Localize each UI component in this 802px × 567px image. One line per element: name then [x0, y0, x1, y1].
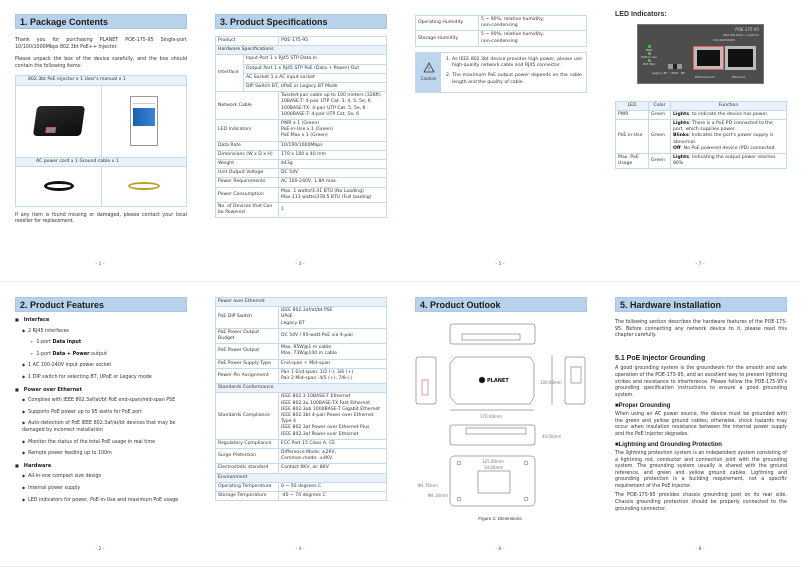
- page-number: - 4 -: [295, 547, 305, 552]
- feature-subitem: [15, 339, 187, 347]
- spec-value-line: Legacy BT: [281, 320, 305, 326]
- spec-label: Data Rate: [216, 141, 279, 150]
- feature-item: ◆ Internal power supply: [15, 485, 187, 493]
- led-poe-label: PoE-in-Use: [641, 54, 657, 59]
- spec-value: DIP Switch BT, UPoE or Legacy BT Mode: [244, 83, 387, 92]
- function-line: [673, 121, 784, 133]
- proper-grounding-text: When using an AC power source, the device must be grounded with the green and yellow ground cables; otherwise, shock hazards may occur when insulation resistance between the internal power supply and the PoE Injector degrades.: [615, 411, 787, 437]
- dip-bt: BT: [681, 70, 686, 75]
- page-2: [0, 285, 200, 567]
- chassis-text: The POE-175-95 provides chassis grounding post on its rear side. Chassis grounding protection should be properly connected to the grounding connector.: [615, 493, 787, 512]
- spec-row: [216, 464, 387, 473]
- dim-mount-wide: 125.00mm: [482, 459, 504, 464]
- spec-row: [216, 307, 387, 329]
- feature-item: ◆ 2 RJ45 interfaces: [15, 328, 187, 336]
- spec-label: Electrostatic standard: [216, 464, 279, 473]
- spec-value-line: 170 x 100 x 40 mm: [281, 151, 327, 157]
- feature-group-heading: ■ Hardware: [15, 463, 187, 470]
- spec-value: [279, 141, 387, 150]
- subitem-prefix: 1-port: [36, 351, 53, 357]
- subsection-heading: ■ Proper Grounding: [615, 403, 787, 410]
- led-table: [615, 101, 787, 170]
- section-row: [216, 384, 387, 393]
- spec-label: Dimensions (W x D x H): [216, 150, 279, 159]
- port-ethernet[interactable]: [725, 46, 756, 70]
- col-header: Function: [671, 101, 787, 110]
- function-desc: : to indicate the device has power.: [689, 111, 769, 117]
- unpack-text: Please unpack the box of the device carefully, and the box should contain the following items:: [15, 57, 187, 69]
- spec-value-line: IEEE 802.3u 100BASE-TX Fast Ethernet: [281, 400, 371, 406]
- section-title: 2. Product Features: [15, 297, 187, 312]
- intro-text: The following section describes the hardware features of the POE-175-95. Before connecting any network device to it, please read this chapter carefully.: [615, 320, 787, 339]
- spec-value: [279, 439, 387, 448]
- page-number: - 5 -: [495, 262, 505, 267]
- subsection-heading: 5.1 PoE Injector Grounding: [615, 354, 706, 362]
- feature-subitem: [15, 351, 187, 359]
- caution-label: Caution: [420, 76, 437, 82]
- spec-label: PoE Power Output Budget: [216, 328, 279, 343]
- function-state: Off: [673, 145, 681, 151]
- spec-value: [279, 464, 387, 473]
- grounding-text: A good grounding system is the groundwork for the smooth and safe operation of the POE-175-95, and an excellent way to prevent lightning strikes and resistance to interference. Please follow the POE-175-95's grounding specification instructions to ensure a good grounding system.: [615, 366, 787, 398]
- spec-value: [279, 492, 387, 501]
- spec-value-line: IEEE 802.3af/at/bt PSE: [281, 308, 333, 314]
- page-number: - 8 -: [695, 547, 705, 552]
- section-header: Standards Conformance: [216, 384, 387, 393]
- section-row: [216, 473, 387, 482]
- spec-row: [216, 150, 387, 159]
- spec-label: Power Requirements: [216, 178, 279, 187]
- dim-mount-narrow: 34.00mm: [484, 465, 504, 470]
- spec-value-line: 5 ~ 90%, relative humidity,: [481, 32, 545, 38]
- item-power-cord: AC power cord x 1: [36, 158, 79, 164]
- spec-row: [216, 393, 387, 439]
- spec-value-line: 100BASE-TX: 4-pair UTP Cat. 5, 5e, 6: [281, 105, 366, 111]
- spec-label: PoE DIP Switch: [216, 307, 279, 329]
- dimensions-drawing: [400, 285, 600, 567]
- spec-row: [416, 31, 587, 46]
- dim-hole-small: Φ4.75mm: [418, 483, 438, 488]
- spec-label: PoE Power Output: [216, 344, 279, 359]
- spec-value-line: -40 ~ 70 degrees C: [281, 493, 326, 499]
- lightning-text: The lightning protection system is an independent system consisting of a lightning rod, conductor and connection joint with the grounding system. The grounding system usually is shared with the ground reference, and green and yellow ground cables. Lightning and grounding protection is a building requirement, not a specific requirement of the PoE Injector.: [615, 450, 787, 489]
- port-label: Ethernet: [732, 74, 745, 79]
- spec-value-line: IEEE 802.3ab 1000BASE-T Gigabit Ethernet: [281, 406, 380, 412]
- spec-row: [216, 449, 387, 464]
- spec-label: Storage Temperature: [216, 492, 279, 501]
- led-name: PWR: [616, 110, 649, 119]
- spec-label: Standards Compliance: [216, 393, 279, 439]
- function-state: Blinks: [673, 133, 689, 139]
- spec-value-line: FCC Part 15 Class A, CE: [281, 440, 336, 446]
- spec-value-line: 0 ~ 50 degrees C: [281, 483, 322, 489]
- spec-row: [216, 359, 387, 368]
- section-row: [216, 46, 387, 55]
- feature-item: ◆ Supports PoE power up to 95 watts for PoE port: [15, 409, 187, 417]
- feature-item: ◆ Auto-detection of PoE IEEE 802.3af/at/bt devices that may be damaged by incorrect installation: [15, 420, 187, 434]
- spec-value-line: PoE Max x 1 (Green): [281, 133, 328, 139]
- spec-value: [479, 31, 587, 46]
- page-6: [400, 285, 600, 567]
- page-3: [200, 0, 400, 282]
- spec-value-line: UPoE: [281, 314, 293, 320]
- spec-value-line: Contact 6KV, air 8KV: [281, 465, 329, 471]
- spec-label: LED Indicators: [216, 120, 279, 142]
- manual-image: [130, 96, 158, 146]
- subitem-bold: Data + Power: [52, 351, 90, 357]
- spec-value: [279, 187, 387, 202]
- spec-value-line: PWR x 1 (Green): [281, 121, 320, 127]
- spec-label: No. of Devices that Can be Powered: [216, 203, 279, 218]
- spec-row: [216, 92, 387, 120]
- spec-value-line: 10/100/1000Mbps: [281, 142, 323, 148]
- spec-value-line: IEEE 802.3 10BASE-T Ethernet: [281, 394, 351, 400]
- spec-value-line: PoE-in-Use x 1 (Green): [281, 127, 333, 133]
- caution-item: 2. The maximum PoE output power depends on the cable length and the quality of cable.: [446, 73, 582, 85]
- caution-item: 1. As IEEE 802.3bt device provides high power, please use high-quality network cable and RJ45 connector.: [446, 56, 582, 69]
- feature-item: ◆ 1 DIP switch for selecting BT, UPoE or Legacy mode: [15, 374, 187, 382]
- spec-value: [279, 120, 387, 142]
- dim-height: 40.00mm: [542, 434, 562, 439]
- item-ground-cable: Ground cable x 1: [79, 158, 119, 164]
- spec-value-line: Common mode: ±4KV: [281, 456, 333, 462]
- spec-value: [279, 359, 387, 368]
- spec-value: Output Port 1 x RJ45 STP PoE (Data + Power) Out: [244, 64, 387, 73]
- spec-value-line: IEEE 802.3af Power over Ethernet: [281, 431, 359, 437]
- spec-row: [216, 187, 387, 202]
- led-name: Max. PoE Usage: [616, 154, 649, 169]
- led-row: [616, 120, 787, 154]
- spec-value: [479, 16, 587, 31]
- spec-value-line: non-condensing: [481, 38, 518, 44]
- feature-group-heading: ■ Power over Ethernet: [15, 387, 187, 394]
- function-line: [673, 133, 784, 145]
- section-header: Hardware Specifications: [216, 46, 387, 55]
- spec-label: Surge Protection: [216, 449, 279, 464]
- spec-value: [279, 37, 387, 46]
- spec-value-line: Max. 95W@1 m cable: [281, 345, 332, 351]
- led-pwr-label: PWR: [645, 47, 653, 52]
- function-state: Lights: [673, 111, 689, 117]
- spec-value-line: 1: [281, 207, 284, 213]
- function-line: [673, 146, 784, 152]
- page-5: [400, 0, 600, 282]
- spec-value-line: IEEE 802.3at Power over Ethernet Plus: [281, 425, 370, 431]
- section-title: 4. Product Outlook: [415, 297, 587, 312]
- function-desc: : Indicates the port's power supply is abnormal.: [673, 133, 774, 145]
- subitem-suffix: output: [89, 351, 107, 357]
- spec-value: [279, 307, 387, 329]
- spec-value-line: DC 54V: [281, 170, 299, 176]
- spec-value-line: Difference Mode: ±2KV,: [281, 450, 337, 456]
- spec-label: Weight: [216, 160, 279, 169]
- feature-item: ◆ 1 AC 100-240V input power socket: [15, 362, 187, 370]
- item-injector: 802.3bt PoE injector x 1: [28, 77, 83, 83]
- spec-value: [279, 203, 387, 218]
- note-text: If any item is found missing or damaged, please contact your local reseller for replacement.: [15, 212, 187, 225]
- port-label: Ethernet+DC: [695, 74, 715, 79]
- page-number: - 3 -: [295, 262, 305, 267]
- spec-value-line: 443g: [281, 161, 293, 167]
- subitem-bold: Data input: [52, 340, 82, 346]
- spec-value-line: Max. 1 watts/3.41 BTU (No Loading): [281, 188, 364, 194]
- spec-value-line: POE-175-95: [281, 38, 309, 43]
- function-desc: : Indicating the output power reaches 80%: [673, 155, 776, 167]
- feature-item: ◆ LED indicators for power, PoE-in-Use and maximum PoE usage: [15, 497, 187, 505]
- warning-icon: [423, 62, 435, 73]
- spec-value-line: Max. 73W@100 m cable: [281, 351, 337, 357]
- spec-row: [216, 439, 387, 448]
- spec-row: [216, 492, 387, 501]
- led-color: Green: [649, 110, 671, 119]
- led-function: [671, 120, 787, 154]
- spec-row: [216, 160, 387, 169]
- dim-hole-large: Φ8.16mm: [428, 493, 448, 498]
- spec-value: [279, 482, 387, 491]
- spec-label: Power Consumption: [216, 187, 279, 202]
- led-color: Green: [649, 154, 671, 169]
- caution-box: [415, 52, 587, 93]
- spec-label: Network Cable: [216, 92, 279, 120]
- function-state: Lights: [673, 155, 689, 161]
- page-4: [200, 285, 400, 567]
- subsection-heading: ■ Lightning and Grounding Protection: [615, 442, 787, 449]
- led-heading: LED Indicators:: [615, 11, 667, 18]
- brand-logo: PLANET: [487, 378, 509, 384]
- spec-value: [279, 169, 387, 178]
- spec-value-line: DC 54V / 95-watt PoE via 4-pair: [281, 332, 354, 338]
- spec-row: [216, 178, 387, 187]
- spec-value: [279, 328, 387, 343]
- spec-value-line: IEEE 802.3bt 4-pair Power over Ethernet Type 4: [281, 413, 374, 425]
- port-ethernet-dc[interactable]: [693, 46, 724, 70]
- spec-value-line: 1000BASE-T: 4-pair UTP Cat. 5e, 6: [281, 111, 360, 117]
- spec-label: PoE Power Supply Type: [216, 359, 279, 368]
- spec-label: Operating Temperature: [216, 482, 279, 491]
- panel-desc: 802.3bt PoE++ Injector: [723, 32, 759, 37]
- led-max-label: PoE Max: [642, 61, 656, 66]
- function-desc: : There is a PoE PD connected to the port, which supplies power.: [673, 121, 773, 133]
- spec-row: [216, 169, 387, 178]
- feature-group-heading: ■ Interface: [15, 317, 187, 324]
- spec-row: [216, 120, 387, 142]
- subitem-prefix: 1-port: [36, 340, 53, 346]
- front-panel-image: [637, 24, 764, 84]
- spec-value: [279, 393, 387, 439]
- spec-value: [279, 160, 387, 169]
- spec-label: Power Pin Assignment: [216, 368, 279, 383]
- page-number: - 7 -: [695, 262, 705, 267]
- spec-value: AC Socket 1 x AC input socket: [244, 73, 387, 82]
- section-title: 1. Package Contents: [15, 14, 187, 29]
- dip-legacy: Legacy BT: [652, 70, 668, 75]
- feature-item: ◆ Remote power feeding up to 100m: [15, 450, 187, 458]
- spec-value-line: Pair 2 Mid-span: 4/5 (+), 7/8 (-): [281, 376, 353, 382]
- spec-value-line: Pair 1 End-span: 1/2 (-), 3/6 (+): [281, 369, 354, 375]
- led-function: [671, 154, 787, 169]
- spec-value: [279, 344, 387, 359]
- spec-label: Interface: [216, 55, 244, 92]
- spec-row: [216, 344, 387, 359]
- spec-row: [216, 203, 387, 218]
- spec-row: [216, 55, 387, 64]
- spec-row: [216, 141, 387, 150]
- spec-row: [216, 368, 387, 383]
- function-line: [673, 112, 784, 118]
- col-header: LED: [616, 101, 649, 110]
- dip-upoe: UPoE: [670, 70, 679, 75]
- led-row: [616, 110, 787, 119]
- spec-label: Product: [216, 37, 279, 46]
- led-name: PoE-in-Use: [616, 120, 649, 154]
- section-title: 5. Hardware Installation: [615, 297, 787, 312]
- spec-label: Unit Output Voltage: [216, 169, 279, 178]
- spec-value-line: End-span + Mid-span: [281, 360, 331, 366]
- led-color: Green: [649, 120, 671, 154]
- spec-row: [216, 37, 387, 46]
- section-row: [216, 298, 387, 307]
- feature-item: ◆ Complies with IEEE 802.3af/at/bt PoE end-span/mid-span PSE: [15, 397, 187, 405]
- spec-value: [279, 150, 387, 159]
- spec-row: [416, 16, 587, 31]
- function-line: [673, 155, 784, 167]
- dip-switch[interactable]: [668, 64, 682, 69]
- spec-table: [215, 36, 387, 218]
- feature-list: [15, 317, 187, 504]
- package-table: [15, 75, 187, 206]
- spec-value-line: 5 ~ 90%, relative humidity,: [481, 17, 545, 22]
- spec-value-line: AC 100-240V, 1.8A max.: [281, 179, 338, 185]
- spec-value: [279, 178, 387, 187]
- function-state: Lights: [673, 121, 689, 126]
- spec-value: [279, 449, 387, 464]
- humidity-table: [415, 15, 587, 47]
- page-number: - 2 -: [95, 547, 105, 552]
- feature-item: ◆ All-in-one compact size design: [15, 473, 187, 481]
- dim-depth: 100.00mm: [540, 380, 562, 385]
- panel-model: POE-175-95: [735, 26, 759, 32]
- spec-table-continued: [215, 297, 387, 501]
- spec-value: [279, 368, 387, 383]
- figure-caption: Figure 1: Dimensions: [478, 516, 522, 521]
- page-8: [600, 285, 800, 567]
- spec-label: Storage Humidity: [416, 31, 479, 46]
- panel-speed: 10/100/1000M: [713, 37, 735, 42]
- svg-text:!: !: [427, 65, 430, 73]
- ground-cable-image: [128, 182, 160, 190]
- item-manual: User's manual x 1: [84, 77, 126, 83]
- spec-value: Input Port 1 x RJ45 STP Data In: [244, 55, 387, 64]
- function-desc: : No PoE powered device (PD) connected.: [680, 145, 776, 151]
- injector-image: [32, 106, 84, 136]
- page-7: [600, 0, 800, 282]
- led-row: [616, 154, 787, 169]
- spec-value: [279, 92, 387, 120]
- feature-item: ◆ Monitor the status of the total PoE usage in real time: [15, 439, 187, 447]
- spec-value-line: Twisted-pair cable up to 100 meters (328ft): [281, 93, 381, 99]
- col-header: Color: [649, 101, 671, 110]
- spec-value-line: Max.111 watts/378.5 BTU (Full loading): [281, 194, 372, 200]
- power-cord-image: [44, 181, 74, 191]
- section-header: Environment: [216, 473, 387, 482]
- page-1: [0, 0, 200, 282]
- spec-row: [216, 328, 387, 343]
- page-number: - 1 -: [95, 262, 105, 267]
- page-number: - 6 -: [495, 547, 505, 552]
- section-title: 3. Product Specifications: [215, 14, 387, 29]
- intro-text: Thank you for purchasing PLANET POE-175-95 Single-port 10/100/1000Mbps 802.3bt PoE++ Injector.: [15, 38, 187, 50]
- dim-width: 170.00mm: [480, 414, 502, 419]
- spec-label: Operating Humidity: [416, 16, 479, 31]
- spec-value-line: non-condensing: [481, 23, 518, 29]
- spec-label: Regulatory Compliance: [216, 439, 279, 448]
- section-header: Power over Ethernet: [216, 298, 387, 307]
- spec-row: [216, 482, 387, 491]
- spec-value-line: 10BASE-T: 4-pair UTP Cat. 3, 4, 5, 5e, 6: [281, 99, 371, 105]
- led-function: [671, 110, 787, 119]
